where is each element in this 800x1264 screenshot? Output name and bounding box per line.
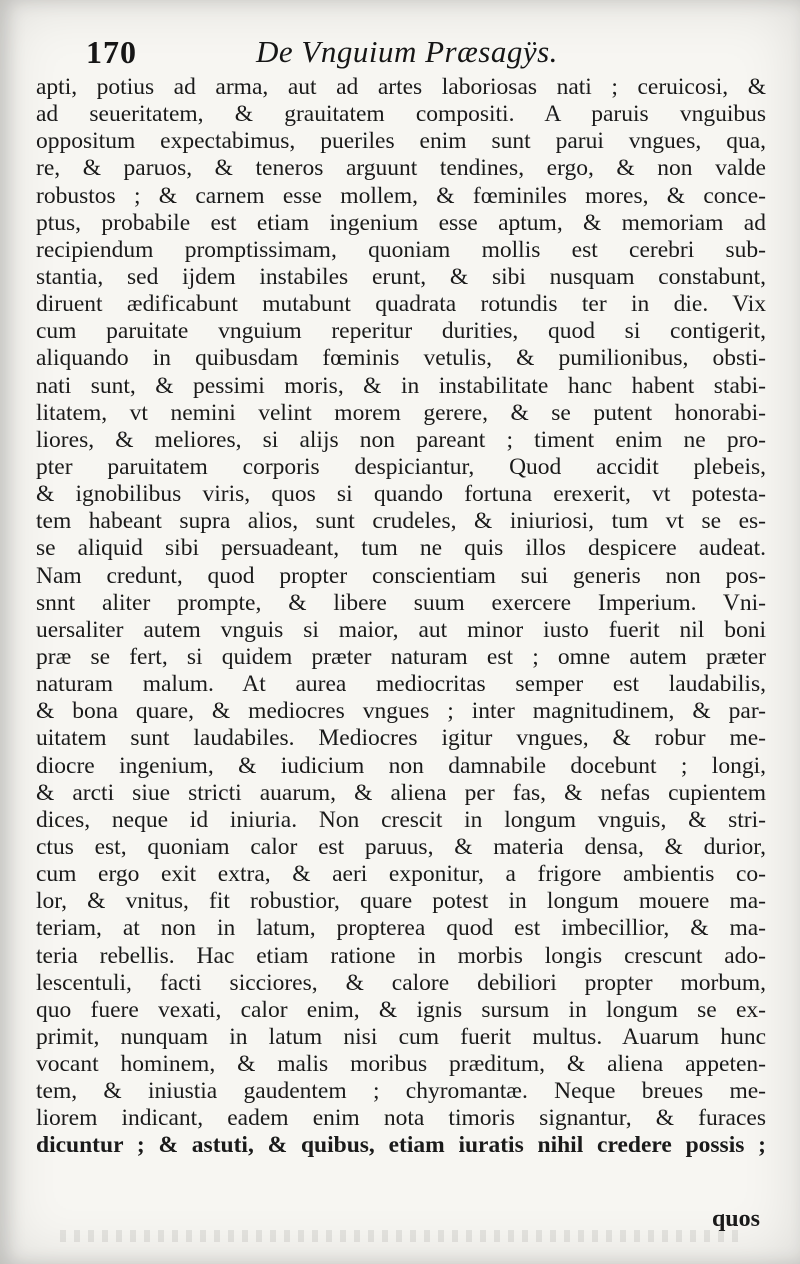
text-line: ad seueritatem, & grauitatem compositi. A paruis vnguibus [36,101,766,128]
running-head [86,30,776,76]
text-line: naturam malum. At aurea mediocritas semper est laudabilis, [36,671,766,698]
text-line: apti, potius ad arma, aut ad artes laboriosas nati ; ceruicosi, & [36,74,766,100]
text-line: ctus est, quoniam calor est paruus, & materia densa, & durior, [36,833,766,860]
text-line: robustos ; & carnem esse mollem, & fœminiles mores, & conce- [36,182,766,209]
text-line: ptus, probabile est etiam ingenium esse aptum, & memoriam ad [36,209,766,236]
text-line: lescentuli, facti sicciores, & calore debiliori propter morbum, [36,969,766,996]
page-number: 170 [86,34,137,70]
text-line: Nam credunt, quod propter conscientiam sui generis non pos- [36,562,766,589]
text-line: oppositum expectabimus, pueriles enim sunt parui vngues, qua, [36,128,766,155]
text-line: dices, neque id iniuria. Non crescit in longum vnguis, & stri- [36,806,766,833]
text-line: præ se fert, si quidem præter naturam est ; omne autem præter [36,643,766,670]
text-line: vocant hominem, & malis moribus præditum, & aliena appeten- [36,1051,766,1078]
text-line: primit, nunquam in latum nisi cum fuerit multus. Auarum hunc [36,1023,766,1050]
catchword: quos [711,1206,760,1232]
body-text [36,74,766,1160]
text-line: dicuntur ; & astuti, & quibus, etiam iuratis nihil credere possis ; [36,1132,766,1159]
text-line: re, & paruos, & teneros arguunt tendines, ergo, & non valde [36,155,766,182]
text-line: cum ergo exit extra, & aeri exponitur, a frigore ambientis co- [36,861,766,888]
text-line: diocre ingenium, & iudicium non damnabile docebunt ; longi, [36,752,766,779]
show-through-bleed [60,1230,740,1242]
text-line: tem habeant supra alios, sunt crudeles, & iniuriosi, tum vt se es- [36,508,766,535]
text-line: teriam, at non in latum, propterea quod est imbecillior, & ma- [36,915,766,942]
text-line: diruent ædificabunt mutabunt quadrata rotundis ter in die. Vix [36,291,766,318]
text-line: uersaliter autem vnguis si maior, aut minor iusto fuerit nil boni [36,616,766,643]
text-line: cum paruitate vnguium reperitur durities, quod si contigerit, [36,318,766,345]
text-line: pter paruitatem corporis despiciantur, Quod accidit plebeis, [36,453,766,480]
text-line: nati sunt, & pessimi moris, & in instabilitate hanc habent stabi- [36,372,766,399]
text-line: quo fuere vexati, calor enim, & ignis sursum in longum se ex- [36,996,766,1023]
text-line: aliquando in quibusdam fœminis vetulis, & pumilionibus, obsti- [36,345,766,372]
text-line: & ignobilibus viris, quos si quando fortuna erexerit, vt potesta- [36,481,766,508]
text-line: lor, & vnitus, fit robustior, quare potest in longum mouere ma- [36,888,766,915]
text-line: uitatem sunt laudabiles. Mediocres igitur vngues, & robur me- [36,725,766,752]
text-line: se aliquid sibi persuadeant, tum ne quis illos despicere audeat. [36,535,766,562]
text-line: liorem indicant, eadem enim nota timoris signantur, & furaces [36,1105,766,1132]
text-line: snnt aliter prompte, & libere suum exercere Imperium. Vni- [36,589,766,616]
text-line: recipiendum promptissimam, quoniam mollis est cerebri sub- [36,236,766,263]
running-head-title: De Vnguium Præsagÿs. [256,34,558,69]
text-line: stantia, sed ijdem instabiles erunt, & sibi nusquam constabunt, [36,263,766,290]
text-line: & arcti siue stricti auarum, & aliena per fas, & nefas cupientem [36,779,766,806]
text-line: litatem, vt nemini velint morem gerere, & se putent honorabi- [36,399,766,426]
text-line: liores, & meliores, si alijs non pareant ; timent enim ne pro- [36,426,766,453]
text-line: teria rebellis. Hac etiam ratione in morbis longis crescunt ado- [36,942,766,969]
text-line: & bona quare, & mediocres vngues ; inter magnitudinem, & par- [36,698,766,725]
text-line: tem, & iniustia gaudentem ; chyromantæ. Neque breues me- [36,1078,766,1105]
